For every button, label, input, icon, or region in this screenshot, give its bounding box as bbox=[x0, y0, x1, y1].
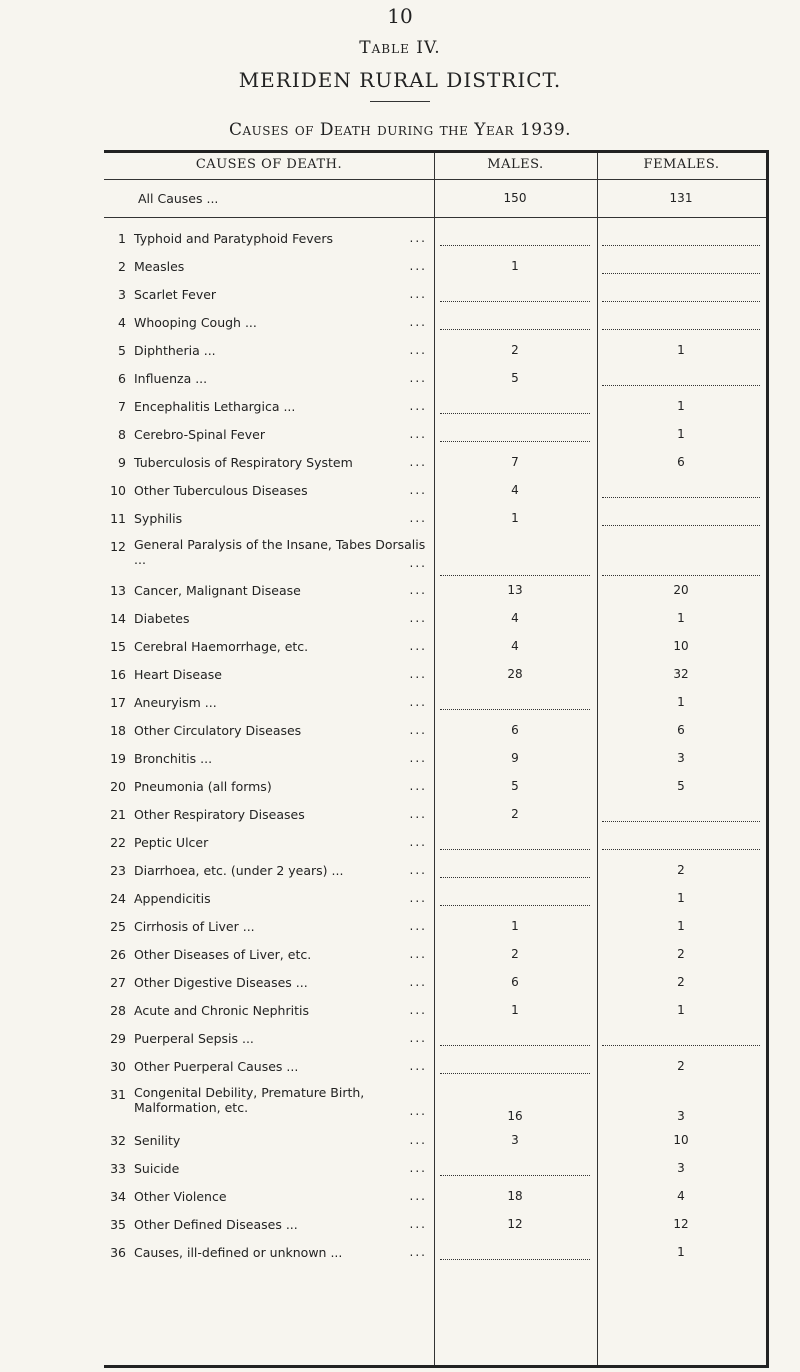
table-row bbox=[104, 1025, 766, 1053]
females-empty-dots bbox=[602, 525, 760, 526]
males-empty-dots bbox=[440, 575, 590, 576]
all-causes-males: 150 bbox=[503, 191, 527, 205]
all-causes-label: All Causes ... bbox=[138, 191, 219, 206]
table-row bbox=[104, 477, 766, 505]
females-value: 32 bbox=[673, 667, 689, 681]
males-value: 1 bbox=[511, 259, 519, 273]
row-number: 8 bbox=[118, 427, 126, 442]
cause-label: Scarlet Fever bbox=[134, 287, 217, 302]
cause-label: Other Violence bbox=[134, 1189, 227, 1204]
leader-dots: ... bbox=[409, 835, 427, 849]
leader-dots: ... bbox=[409, 1133, 427, 1147]
row-number: 4 bbox=[118, 315, 126, 330]
cause-label: Other Digestive Diseases ... bbox=[134, 975, 308, 990]
table-caption: Causes of Death during the Year 1939. bbox=[228, 120, 572, 140]
table-row bbox=[104, 1155, 766, 1183]
row-number: 34 bbox=[110, 1189, 126, 1204]
header-males: MALES. bbox=[487, 157, 544, 172]
table-row bbox=[104, 773, 766, 801]
cause-label: Causes, ill-defined or unknown ... bbox=[134, 1245, 343, 1260]
cause-label: Bronchitis ... bbox=[134, 751, 213, 766]
row-number: 31 bbox=[110, 1087, 126, 1102]
table-row bbox=[104, 605, 766, 633]
females-value: 1 bbox=[677, 919, 685, 933]
females-empty-dots bbox=[602, 385, 760, 386]
males-empty-dots bbox=[440, 413, 590, 414]
title-rule bbox=[370, 101, 430, 102]
cause-label: Appendicitis bbox=[134, 891, 211, 906]
table-row bbox=[104, 829, 766, 857]
table-row bbox=[104, 393, 766, 421]
males-value: 18 bbox=[507, 1189, 523, 1203]
row-number: 12 bbox=[110, 539, 126, 554]
cause-label: Other Circulatory Diseases bbox=[134, 723, 302, 738]
row-number: 28 bbox=[110, 1003, 126, 1018]
females-value: 1 bbox=[677, 891, 685, 905]
district-title: MERIDEN RURAL DISTRICT. bbox=[238, 68, 562, 92]
row-number: 33 bbox=[110, 1161, 126, 1176]
all-causes-row bbox=[104, 185, 766, 213]
leader-dots: ... bbox=[409, 1031, 427, 1045]
row-number: 26 bbox=[110, 947, 126, 962]
males-value: 5 bbox=[511, 371, 519, 385]
row-number: 16 bbox=[110, 667, 126, 682]
leader-dots: ... bbox=[409, 919, 427, 933]
leader-dots: ... bbox=[409, 779, 427, 793]
cause-label: Cerebral Haemorrhage, etc. bbox=[134, 639, 309, 654]
row-number: 10 bbox=[110, 483, 126, 498]
cause-label: Typhoid and Paratyphoid Fevers bbox=[134, 231, 334, 246]
leader-dots: ... bbox=[409, 483, 427, 497]
females-value: 1 bbox=[677, 611, 685, 625]
row-number: 35 bbox=[110, 1217, 126, 1232]
row-number: 19 bbox=[110, 751, 126, 766]
females-value: 10 bbox=[673, 1133, 689, 1147]
table-row bbox=[104, 689, 766, 717]
row-number: 2 bbox=[118, 259, 126, 274]
table-row bbox=[104, 745, 766, 773]
all-causes-rule bbox=[104, 217, 766, 218]
males-value: 9 bbox=[511, 751, 519, 765]
males-empty-dots bbox=[440, 849, 590, 850]
cause-label: Syphilis bbox=[134, 511, 183, 526]
table-row bbox=[104, 1081, 766, 1127]
row-number: 36 bbox=[110, 1245, 126, 1260]
causes-of-death-table bbox=[104, 150, 769, 1368]
leader-dots: ... bbox=[409, 371, 427, 385]
females-empty-dots bbox=[602, 245, 760, 246]
cause-label: Aneuryism ... bbox=[134, 695, 217, 710]
row-number: 18 bbox=[110, 723, 126, 738]
females-value: 6 bbox=[677, 455, 685, 469]
cause-label: Cerebro-Spinal Fever bbox=[134, 427, 265, 442]
females-empty-dots bbox=[602, 821, 760, 822]
females-empty-dots bbox=[602, 1045, 760, 1046]
leader-dots: ... bbox=[409, 315, 427, 329]
females-empty-dots bbox=[602, 301, 760, 302]
females-value: 1 bbox=[677, 343, 685, 357]
table-row bbox=[104, 577, 766, 605]
row-number: 32 bbox=[110, 1133, 126, 1148]
table-row bbox=[104, 1127, 766, 1155]
leader-dots: ... bbox=[409, 1245, 427, 1259]
cause-label: Other Respiratory Diseases bbox=[134, 807, 305, 822]
leader-dots: ... bbox=[409, 511, 427, 525]
females-value: 2 bbox=[677, 1059, 685, 1073]
row-number: 5 bbox=[118, 343, 126, 358]
females-value: 5 bbox=[677, 779, 685, 793]
cause-label: General Paralysis of the Insane, Tabes Dorsalis ... bbox=[134, 537, 426, 567]
leader-dots: ... bbox=[409, 639, 427, 653]
males-value: 5 bbox=[511, 779, 519, 793]
males-value: 1 bbox=[511, 919, 519, 933]
table-row bbox=[104, 337, 766, 365]
males-value: 4 bbox=[511, 611, 519, 625]
cause-label: Pneumonia (all forms) bbox=[134, 779, 272, 794]
table-row bbox=[104, 969, 766, 997]
cause-label: Other Defined Diseases ... bbox=[134, 1217, 298, 1232]
males-empty-dots bbox=[440, 301, 590, 302]
females-value: 1 bbox=[677, 427, 685, 441]
cause-label: Other Tuberculous Diseases bbox=[134, 483, 308, 498]
cause-label: Diarrhoea, etc. (under 2 years) ... bbox=[134, 863, 344, 878]
table-row bbox=[104, 505, 766, 533]
leader-dots: ... bbox=[409, 343, 427, 357]
table-row bbox=[104, 857, 766, 885]
row-number: 20 bbox=[110, 779, 126, 794]
leader-dots: ... bbox=[409, 427, 427, 441]
table-row bbox=[104, 449, 766, 477]
males-empty-dots bbox=[440, 329, 590, 330]
row-number: 25 bbox=[110, 919, 126, 934]
males-value: 13 bbox=[507, 583, 523, 597]
table-row bbox=[104, 253, 766, 281]
table-row bbox=[104, 717, 766, 745]
row-number: 7 bbox=[118, 399, 126, 414]
leader-dots: ... bbox=[409, 259, 427, 273]
row-number: 3 bbox=[118, 287, 126, 302]
table-row bbox=[104, 997, 766, 1025]
females-value: 2 bbox=[677, 947, 685, 961]
cause-label: Tuberculosis of Respiratory System bbox=[134, 455, 353, 470]
cause-label: Whooping Cough ... bbox=[134, 315, 257, 330]
females-value: 6 bbox=[677, 723, 685, 737]
table-row bbox=[104, 1211, 766, 1239]
leader-dots: ... bbox=[409, 1217, 427, 1231]
cause-label: Acute and Chronic Nephritis bbox=[134, 1003, 309, 1018]
cause-label: Senility bbox=[134, 1133, 181, 1148]
table-row bbox=[104, 1183, 766, 1211]
table-row bbox=[104, 885, 766, 913]
row-number: 9 bbox=[118, 455, 126, 470]
row-number: 15 bbox=[110, 639, 126, 654]
cause-label: Congenital Debility, Premature Birth, Malformation, etc. bbox=[134, 1085, 365, 1115]
cause-label: Cancer, Malignant Disease bbox=[134, 583, 301, 598]
leader-dots: ... bbox=[409, 807, 427, 821]
table-row bbox=[104, 661, 766, 689]
males-value: 7 bbox=[511, 455, 519, 469]
males-value: 4 bbox=[511, 483, 519, 497]
row-number: 27 bbox=[110, 975, 126, 990]
leader-dots: ... bbox=[409, 863, 427, 877]
cause-label: Cirrhosis of Liver ... bbox=[134, 919, 255, 934]
females-empty-dots bbox=[602, 329, 760, 330]
leader-dots: ... bbox=[409, 751, 427, 765]
table-row bbox=[104, 309, 766, 337]
leader-dots: ... bbox=[409, 455, 427, 469]
table-row bbox=[104, 225, 766, 253]
leader-dots: ... bbox=[409, 1104, 427, 1118]
females-empty-dots bbox=[602, 273, 760, 274]
row-number: 1 bbox=[118, 231, 126, 246]
table-row bbox=[104, 941, 766, 969]
leader-dots: ... bbox=[409, 723, 427, 737]
males-empty-dots bbox=[440, 245, 590, 246]
females-value: 1 bbox=[677, 1245, 685, 1259]
leader-dots: ... bbox=[409, 231, 427, 245]
males-empty-dots bbox=[440, 1073, 590, 1074]
females-value: 1 bbox=[677, 1003, 685, 1017]
females-value: 3 bbox=[677, 1161, 685, 1175]
table-row bbox=[104, 1053, 766, 1081]
table-label: Table IV. bbox=[359, 38, 441, 58]
leader-dots: ... bbox=[409, 287, 427, 301]
cause-label: Suicide bbox=[134, 1161, 180, 1176]
cause-label: Heart Disease bbox=[134, 667, 222, 682]
males-empty-dots bbox=[440, 709, 590, 710]
females-empty-dots bbox=[602, 575, 760, 576]
all-causes-females: 131 bbox=[669, 191, 693, 205]
females-value: 2 bbox=[677, 975, 685, 989]
leader-dots: ... bbox=[409, 583, 427, 597]
males-empty-dots bbox=[440, 877, 590, 878]
males-empty-dots bbox=[440, 1045, 590, 1046]
leader-dots: ... bbox=[409, 611, 427, 625]
row-number: 13 bbox=[110, 583, 126, 598]
females-value: 3 bbox=[677, 1109, 685, 1123]
cause-label: Diphtheria ... bbox=[134, 343, 216, 358]
header-causes: CAUSES OF DEATH. bbox=[195, 157, 343, 172]
females-value: 1 bbox=[677, 399, 685, 413]
cause-label: Measles bbox=[134, 259, 185, 274]
leader-dots: ... bbox=[409, 1161, 427, 1175]
females-value: 4 bbox=[677, 1189, 685, 1203]
row-number: 24 bbox=[110, 891, 126, 906]
males-empty-dots bbox=[440, 441, 590, 442]
table-row bbox=[104, 421, 766, 449]
row-number: 11 bbox=[110, 511, 126, 526]
males-empty-dots bbox=[440, 1175, 590, 1176]
leader-dots: ... bbox=[409, 695, 427, 709]
leader-dots: ... bbox=[409, 399, 427, 413]
leader-dots: ... bbox=[409, 1059, 427, 1073]
males-value: 4 bbox=[511, 639, 519, 653]
table-row bbox=[104, 913, 766, 941]
males-value: 2 bbox=[511, 343, 519, 357]
cause-label: Puerperal Sepsis ... bbox=[134, 1031, 254, 1046]
females-value: 2 bbox=[677, 863, 685, 877]
cause-label: Influenza ... bbox=[134, 371, 208, 386]
row-number: 14 bbox=[110, 611, 126, 626]
cause-label: Other Diseases of Liver, etc. bbox=[134, 947, 312, 962]
males-empty-dots bbox=[440, 905, 590, 906]
table-row bbox=[104, 1239, 766, 1267]
page-number: 10 bbox=[387, 4, 413, 28]
row-number: 21 bbox=[110, 807, 126, 822]
females-value: 12 bbox=[673, 1217, 689, 1231]
males-value: 6 bbox=[511, 723, 519, 737]
leader-dots: ... bbox=[409, 947, 427, 961]
leader-dots: ... bbox=[409, 667, 427, 681]
females-empty-dots bbox=[602, 849, 760, 850]
table-row bbox=[104, 801, 766, 829]
males-value: 3 bbox=[511, 1133, 519, 1147]
females-empty-dots bbox=[602, 497, 760, 498]
cause-label: Diabetes bbox=[134, 611, 190, 626]
males-value: 2 bbox=[511, 807, 519, 821]
cause-label: Peptic Ulcer bbox=[134, 835, 209, 850]
row-number: 6 bbox=[118, 371, 126, 386]
females-value: 20 bbox=[673, 583, 689, 597]
leader-dots: ... bbox=[409, 1189, 427, 1203]
leader-dots: ... bbox=[409, 1003, 427, 1017]
males-value: 1 bbox=[511, 1003, 519, 1017]
males-value: 12 bbox=[507, 1217, 523, 1231]
males-value: 1 bbox=[511, 511, 519, 525]
males-value: 2 bbox=[511, 947, 519, 961]
header-females: FEMALES. bbox=[643, 157, 720, 172]
leader-dots: ... bbox=[409, 975, 427, 989]
males-value: 16 bbox=[507, 1109, 523, 1123]
table-row bbox=[104, 533, 766, 579]
females-value: 10 bbox=[673, 639, 689, 653]
cause-label: Other Puerperal Causes ... bbox=[134, 1059, 299, 1074]
cause-label: Encephalitis Lethargica ... bbox=[134, 399, 296, 414]
females-value: 3 bbox=[677, 751, 685, 765]
table-row bbox=[104, 365, 766, 393]
males-value: 6 bbox=[511, 975, 519, 989]
header-rule bbox=[104, 179, 766, 180]
males-value: 28 bbox=[507, 667, 523, 681]
row-number: 17 bbox=[110, 695, 126, 710]
leader-dots: ... bbox=[409, 556, 427, 570]
row-number: 29 bbox=[110, 1031, 126, 1046]
males-empty-dots bbox=[440, 1259, 590, 1260]
row-number: 30 bbox=[110, 1059, 126, 1074]
row-number: 23 bbox=[110, 863, 126, 878]
row-number: 22 bbox=[110, 835, 126, 850]
leader-dots: ... bbox=[409, 891, 427, 905]
table-row bbox=[104, 281, 766, 309]
females-value: 1 bbox=[677, 695, 685, 709]
table-row bbox=[104, 633, 766, 661]
